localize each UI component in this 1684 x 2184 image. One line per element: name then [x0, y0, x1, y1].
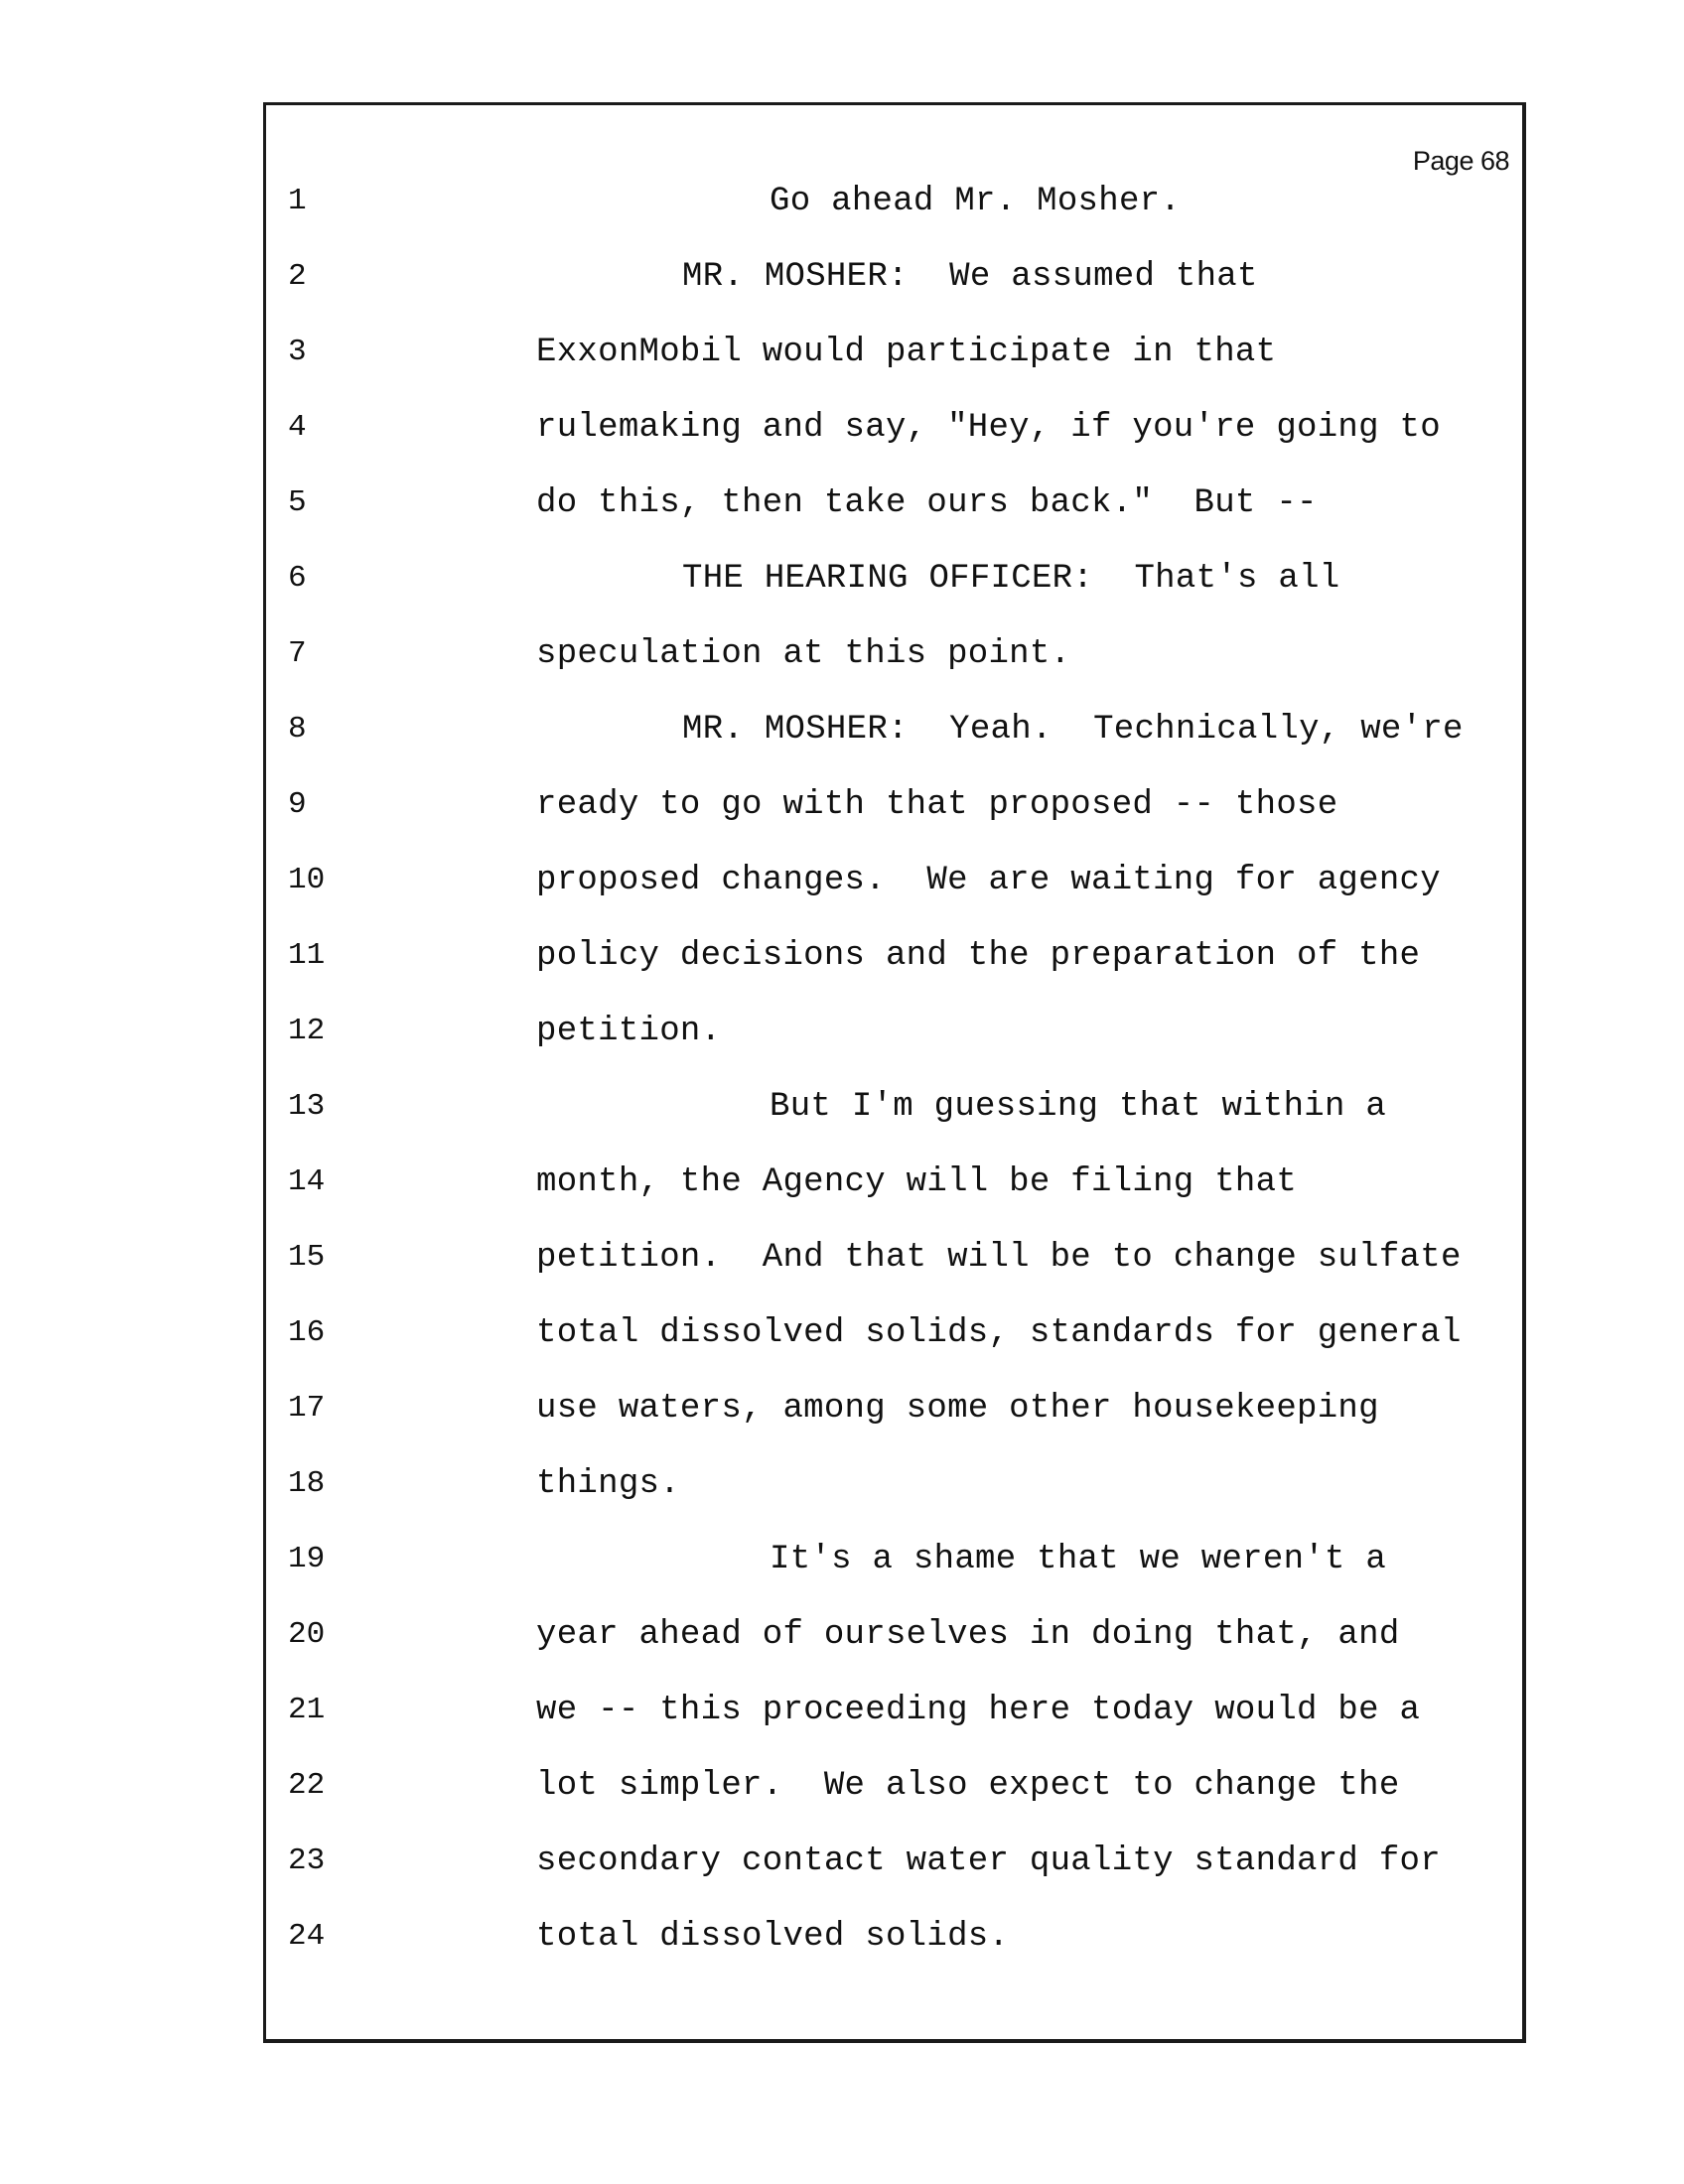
- line-text: total dissolved solids, standards for general: [536, 1314, 1462, 1352]
- line-text: petition.: [536, 1013, 722, 1050]
- transcript-line: [0, 1238, 1684, 1313]
- line-number: 3: [288, 335, 307, 369]
- line-text: lot simpler. We also expect to change the: [536, 1767, 1400, 1805]
- transcript-line: [0, 408, 1684, 483]
- transcript-line: [0, 1842, 1684, 1917]
- line-number: 2: [288, 259, 307, 294]
- transcript-line: [0, 483, 1684, 559]
- transcript-line: [0, 559, 1684, 634]
- line-text: MR. MOSHER: Yeah. Technically, we're: [682, 711, 1464, 749]
- transcript-line: [0, 861, 1684, 936]
- transcript-line: [0, 1087, 1684, 1162]
- line-number: 1: [288, 184, 307, 218]
- line-number: 15: [288, 1240, 326, 1275]
- line-number: 6: [288, 561, 307, 596]
- line-number: 9: [288, 787, 307, 822]
- line-text: But I'm guessing that within a: [770, 1088, 1387, 1126]
- line-number: 11: [288, 938, 326, 973]
- transcript-line: [0, 1464, 1684, 1540]
- line-text: MR. MOSHER: We assumed that: [682, 258, 1258, 296]
- transcript-line: [0, 1162, 1684, 1238]
- line-number: 22: [288, 1768, 326, 1803]
- line-text: month, the Agency will be filing that: [536, 1163, 1298, 1201]
- line-text: rulemaking and say, "Hey, if you're going to: [536, 409, 1441, 447]
- line-number: 18: [288, 1466, 326, 1501]
- line-text: petition. And that will be to change sulfate: [536, 1239, 1462, 1277]
- transcript-line: [0, 1766, 1684, 1842]
- line-number: 10: [288, 863, 326, 897]
- line-text: speculation at this point.: [536, 635, 1071, 673]
- line-text: we -- this proceeding here today would be a: [536, 1692, 1421, 1729]
- transcript-line: [0, 333, 1684, 408]
- transcript-line: [0, 257, 1684, 333]
- line-number: 12: [288, 1014, 326, 1048]
- transcript-line: [0, 1540, 1684, 1615]
- line-text: policy decisions and the preparation of the: [536, 937, 1421, 975]
- line-number: 13: [288, 1089, 326, 1124]
- transcript-line: [0, 1313, 1684, 1389]
- line-number: 8: [288, 712, 307, 747]
- line-number: 4: [288, 410, 307, 445]
- line-text: Go ahead Mr. Mosher.: [770, 183, 1182, 220]
- line-text: ready to go with that proposed -- those: [536, 786, 1338, 824]
- transcript-line: [0, 936, 1684, 1012]
- transcript-line: [0, 1012, 1684, 1087]
- transcript-line: [0, 634, 1684, 710]
- line-number: 16: [288, 1315, 326, 1350]
- transcript-line: [0, 1389, 1684, 1464]
- transcript-line: [0, 785, 1684, 861]
- line-number: 17: [288, 1391, 326, 1426]
- line-number: 7: [288, 636, 307, 671]
- line-number: 21: [288, 1693, 326, 1727]
- line-text: things.: [536, 1465, 680, 1503]
- line-text: do this, then take ours back." But --: [536, 484, 1318, 522]
- line-number: 19: [288, 1542, 326, 1576]
- line-text: THE HEARING OFFICER: That's all: [682, 560, 1340, 598]
- transcript-line: [0, 1917, 1684, 1992]
- page-number: Page 68: [1412, 146, 1509, 176]
- line-number: 20: [288, 1617, 326, 1652]
- transcript-line: [0, 1615, 1684, 1691]
- line-number: 14: [288, 1164, 326, 1199]
- line-text: It's a shame that we weren't a: [770, 1541, 1387, 1578]
- line-text: total dissolved solids.: [536, 1918, 1010, 1956]
- line-text: ExxonMobil would participate in that: [536, 334, 1277, 371]
- line-number: 5: [288, 485, 307, 520]
- line-number: 24: [288, 1919, 326, 1954]
- transcript-line: [0, 182, 1684, 257]
- line-text: proposed changes. We are waiting for agency: [536, 862, 1441, 899]
- transcript-line: [0, 710, 1684, 785]
- line-text: year ahead of ourselves in doing that, and: [536, 1616, 1400, 1654]
- line-number: 23: [288, 1843, 326, 1878]
- line-text: secondary contact water quality standard for: [536, 1843, 1441, 1880]
- transcript-line: [0, 1691, 1684, 1766]
- line-text: use waters, among some other housekeeping: [536, 1390, 1379, 1428]
